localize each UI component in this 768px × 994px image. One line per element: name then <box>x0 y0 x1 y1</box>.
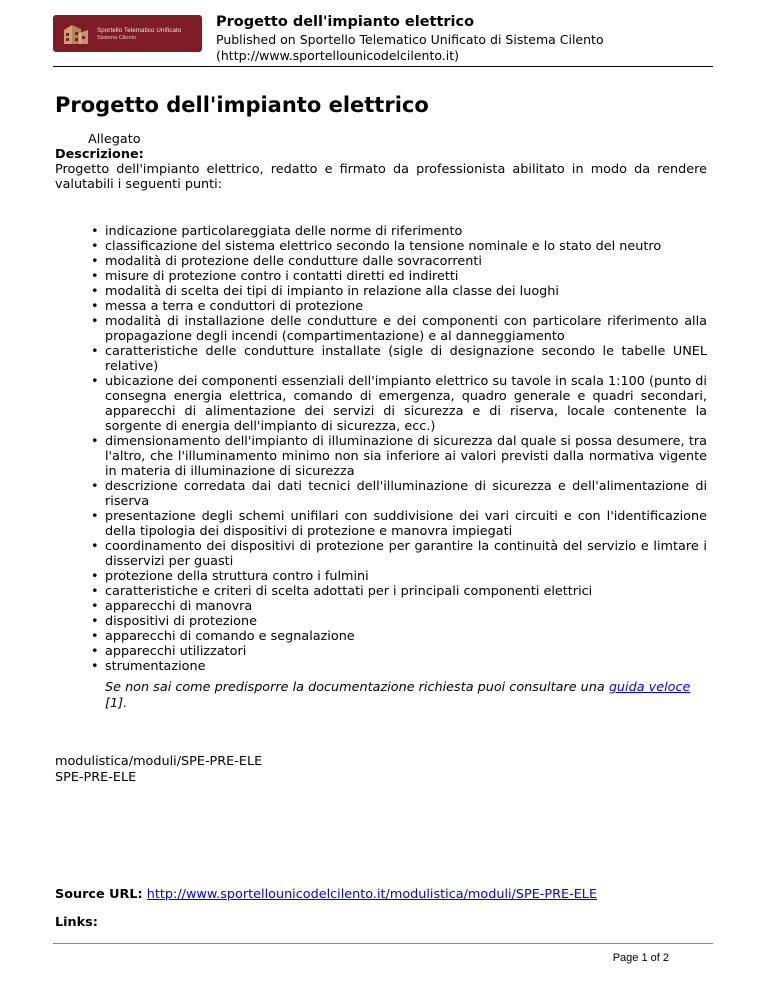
module-code: SPE-PRE-ELE <box>55 770 137 785</box>
page-title: Progetto dell'impianto elettrico <box>55 93 429 117</box>
header-divider <box>53 66 713 67</box>
source-url-line <box>55 887 597 902</box>
allegato-label: Allegato <box>88 132 141 147</box>
header-title: Progetto dell'impianto elettrico <box>216 14 475 30</box>
list-item: • caratteristiche e criteri di scelta adottati per i principali componenti elettrici <box>105 584 707 599</box>
list-item: • modalità di scelta dei tipi di impianto in relazione alla classe dei luoghi <box>105 284 707 299</box>
list-item: • strumentazione <box>105 659 707 674</box>
site-logo[interactable] <box>53 15 202 52</box>
guide-link[interactable]: guida veloce <box>608 680 691 695</box>
list-item: • caratteristiche delle condutture installate (sigle di designazione secondo le tabelle UNEL relative) <box>105 344 707 374</box>
list-item: • apparecchi utilizzatori <box>105 644 707 659</box>
published-line2: (http://www.sportellounicodelcilento.it) <box>216 48 460 63</box>
published-line1: Published on Sportello Telematico Unificato di Sistema Cilento <box>216 32 604 47</box>
list-item: • dimensionamento dell'impianto di illuminazione di sicurezza dal quale si possa desumere, tra l'altro, che l'illuminamento minimo non sia inferiore ai valori previsti dalla normativa vigente in materia di illuminazione di sicurezza <box>105 434 707 479</box>
header-published <box>216 32 604 64</box>
logo-line1: Sportello Telematico Unificato <box>97 26 182 34</box>
building-icon <box>61 20 91 48</box>
description-text: Progetto dell'impianto elettrico, redatto e firmato da professionista abilitato in modo da rendere valutabili i seguenti punti: <box>55 162 707 192</box>
links-label: Links: <box>55 915 98 930</box>
list-item: • descrizione corredata dai dati tecnici dell'illuminazione di sicurezza e dell'alimentazione di riserva <box>105 479 707 509</box>
list-item: • classificazione del sistema elettrico secondo la tensione nominale e lo stato del neutro <box>105 239 707 254</box>
description-label: Descrizione: <box>55 147 144 162</box>
logo-text <box>97 27 181 41</box>
logo-line2: Sistema Cilento <box>97 34 137 41</box>
requirements-list <box>55 224 707 674</box>
note-suffix: [1]. <box>105 696 128 711</box>
list-item: • apparecchi di comando e segnalazione <box>105 629 707 644</box>
list-item: • messa a terra e conduttori di protezione <box>105 299 707 314</box>
list-item: • coordinamento dei dispositivi di protezione per garantire la continuità del servizio e limtare i disservizi per guasti <box>105 539 707 569</box>
source-label: Source URL: <box>55 887 143 902</box>
list-item: • modalità di installazione delle condutture e dei componenti con particolare riferimento alla propagazione degli incendi (compartimentazione) e al danneggiamento <box>105 314 707 344</box>
list-item: • apparecchi di manovra <box>105 599 707 614</box>
list-item: • presentazione degli schemi unifilari con suddivisione dei vari circuiti e con l'identificazione della tipologia dei dispositivi di protezione e manovra impiegati <box>105 509 707 539</box>
guide-note <box>105 680 707 712</box>
page-number: Page 1 of 2 <box>612 952 669 964</box>
list-item: • indicazione particolareggiata delle norme di riferimento <box>105 224 707 239</box>
list-item: • modalità di protezione delle condutture dalle sovracorrenti <box>105 254 707 269</box>
list-item: • protezione della struttura contro i fulmini <box>105 569 707 584</box>
note-prefix: Se non sai come predisporre la documentazione richiesta puoi consultare una <box>105 680 609 695</box>
main-content <box>55 132 707 785</box>
list-item: • ubicazione dei componenti essenziali dell'impianto elettrico su tavole in scala 1:100 (punto di consegna energia elettrica, comando di emergenza, quadro generale e quadri secondari, apparecchi di alimentazione dei servizi di sicurezza e di riserva, locale contenente la sorgente di energia dell'impianto di sicurezza, ecc.) <box>105 374 707 434</box>
list-item: • dispositivi di protezione <box>105 614 707 629</box>
source-url-link[interactable]: http://www.sportellounicodelcilento.it/modulistica/moduli/SPE-PRE-ELE <box>146 887 598 902</box>
module-path: modulistica/moduli/SPE-PRE-ELE <box>55 754 263 769</box>
footer-divider <box>53 943 713 944</box>
list-item: • misure di protezione contro i contatti diretti ed indiretti <box>105 269 707 284</box>
